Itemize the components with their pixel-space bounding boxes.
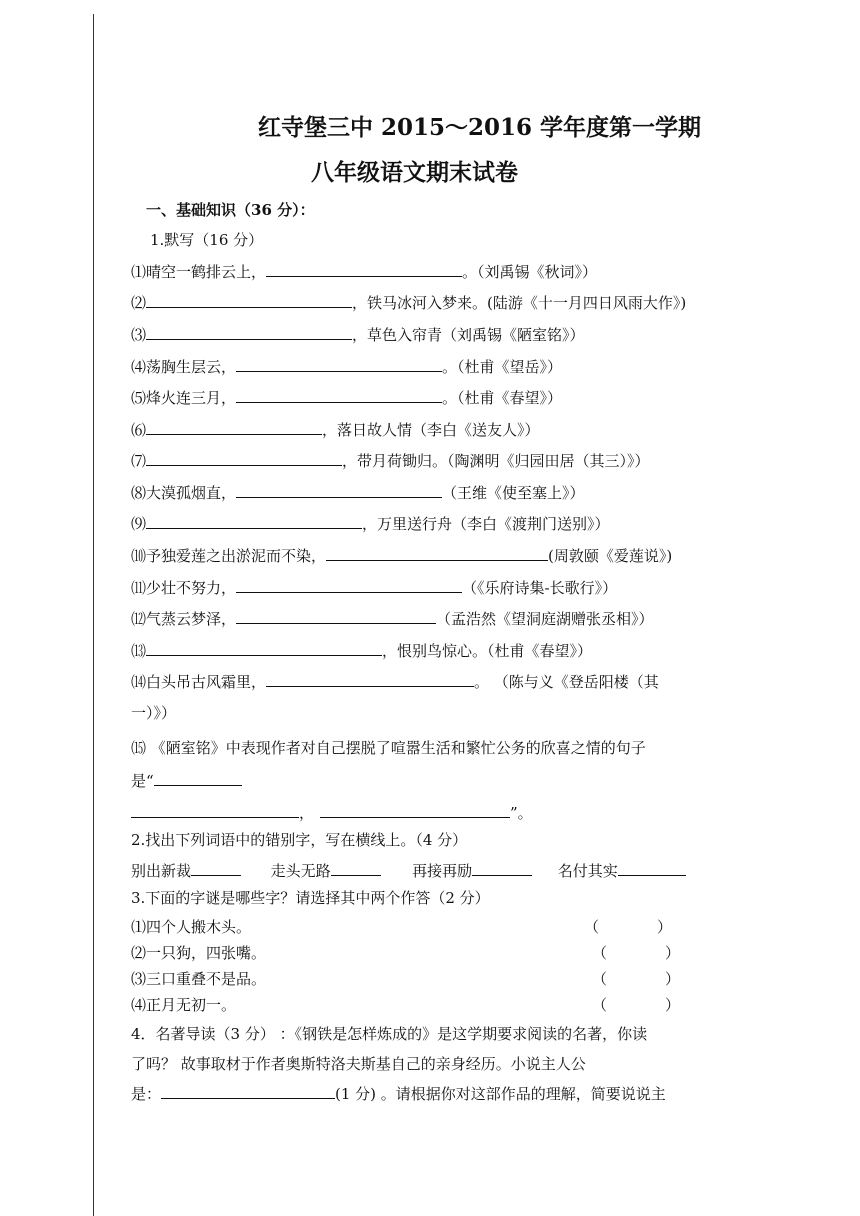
- answer-blank[interactable]: [236, 387, 442, 403]
- dictation-item: ⑺ ，带月荷锄归。（陶渊明《归园田居（其三）》）: [131, 452, 650, 470]
- answer-paren-close: ）: [665, 996, 681, 1014]
- answer-paren-close: ）: [665, 944, 681, 962]
- dictation-item: ⑽予独爱莲之出淤泥而不染， (周敦颐《爱莲说》): [131, 547, 673, 565]
- answer-blank[interactable]: [161, 1083, 335, 1099]
- dictation-item-continued: 一）》）: [131, 704, 177, 722]
- dictation-item: ⒀ ，恨别鸟惊心。（杜甫《春望》）: [131, 642, 593, 660]
- dictation-item: ⒁白头吊古风霜里， 。 （陈与义《登岳阳楼（其: [131, 673, 659, 691]
- typo-word: 再接再励: [412, 862, 473, 880]
- exam-title-line1: 红寺堡三中 2015～2016 学年度第一学期: [258, 114, 702, 141]
- riddle-item: ⑵一只狗，四张嘴。: [131, 944, 267, 962]
- answer-blank[interactable]: [146, 513, 362, 529]
- typo-word: 别出新裁: [131, 862, 192, 880]
- question-4-line2: 了吗？ 故事取材于作者奥斯特洛夫斯基自己的亲身经历。小说主人公: [131, 1055, 586, 1073]
- answer-blank[interactable]: [618, 860, 686, 876]
- answer-paren-close: ）: [657, 918, 673, 936]
- answer-blank[interactable]: [320, 802, 510, 818]
- dictation-item-15: ⒂ 《陋室铭》中表现作者对自己摆脱了喧嚣生活和繁忙公务的欣喜之情的句子: [131, 739, 646, 757]
- typo-word: 名付其实: [557, 862, 618, 880]
- riddle-item: ⑴四个人搬木头。: [131, 918, 252, 936]
- answer-blank[interactable]: [266, 671, 474, 687]
- answer-paren-open[interactable]: （: [592, 970, 608, 988]
- answer-blank[interactable]: [266, 261, 462, 277]
- answer-blank[interactable]: [236, 482, 442, 498]
- dictation-item-15-line2: 是“: [131, 770, 242, 791]
- riddle-item: ⑷正月无初一。: [131, 996, 237, 1014]
- dictation-item: ⑾少壮不努力， （《乐府诗集-长歌行》）: [131, 579, 618, 597]
- answer-blank[interactable]: [326, 545, 548, 561]
- answer-blank[interactable]: [146, 419, 322, 435]
- answer-blank[interactable]: [236, 356, 442, 372]
- question-3-heading: 3.下面的字谜是哪些字？请选择其中两个作答（2 分）: [131, 889, 490, 907]
- answer-paren-open[interactable]: （: [592, 996, 608, 1014]
- dictation-item-15-line3: ， ”。: [131, 802, 533, 823]
- dictation-item: ⑸烽火连三月， 。（杜甫《春望》）: [131, 389, 563, 407]
- answer-blank[interactable]: [146, 292, 352, 308]
- answer-blank[interactable]: [236, 608, 436, 624]
- answer-blank[interactable]: [472, 860, 532, 876]
- question-4-line1: 4．名著导读（3 分） ：《钢铁是怎样炼成的》是这学期要求阅读的名著，你读: [131, 1025, 648, 1043]
- exam-title-line2: 八年级语文期末试卷: [311, 159, 518, 186]
- answer-paren-open[interactable]: （: [592, 944, 608, 962]
- question-2-heading: 2.找出下列词语中的错别字，写在横线上。（4 分）: [131, 831, 468, 849]
- question-1-heading: 1.默写（16 分）: [150, 231, 264, 249]
- typo-word-row: [131, 860, 686, 881]
- section-heading: 一、基础知识（36 分）：: [146, 201, 315, 219]
- margin-line: [93, 14, 94, 1216]
- dictation-item: ⑶ ，草色入帘青（刘禹锡《陋室铭》）: [131, 326, 585, 344]
- answer-blank[interactable]: [146, 324, 352, 340]
- answer-blank[interactable]: [146, 450, 342, 466]
- answer-paren-open[interactable]: （: [584, 918, 600, 936]
- answer-blank[interactable]: [331, 860, 381, 876]
- answer-blank[interactable]: [154, 770, 242, 786]
- dictation-item: ⑹ ，落日故人情（李白《送友人》）: [131, 421, 540, 439]
- dictation-item: ⑷荡胸生层云， 。（杜甫《望岳》）: [131, 358, 563, 376]
- answer-blank[interactable]: [146, 640, 382, 656]
- riddle-item: ⑶三口重叠不是品。: [131, 970, 267, 988]
- dictation-item: ⑴晴空一鹤排云上， 。（刘禹锡《秋词》）: [131, 263, 598, 281]
- dictation-item: ⑻大漠孤烟直， （王维《使至塞上》）: [131, 484, 585, 502]
- answer-blank[interactable]: [131, 802, 299, 818]
- question-4-line3: 是： (1 分) 。请根据你对这部作品的理解，简要说说主: [131, 1085, 666, 1103]
- dictation-item: ⑵ ，铁马冰河入梦来。(陆游《十一月四日风雨大作》): [131, 294, 687, 312]
- typo-word: 走头无路: [270, 862, 331, 880]
- answer-blank[interactable]: [191, 860, 241, 876]
- dictation-item: ⑼ ，万里送行舟（李白《渡荆门送别》）: [131, 515, 610, 533]
- answer-paren-close: ）: [665, 970, 681, 988]
- answer-blank[interactable]: [236, 577, 462, 593]
- dictation-item: ⑿气蒸云梦泽， （孟浩然《望洞庭湖赠张丞相》）: [131, 610, 654, 628]
